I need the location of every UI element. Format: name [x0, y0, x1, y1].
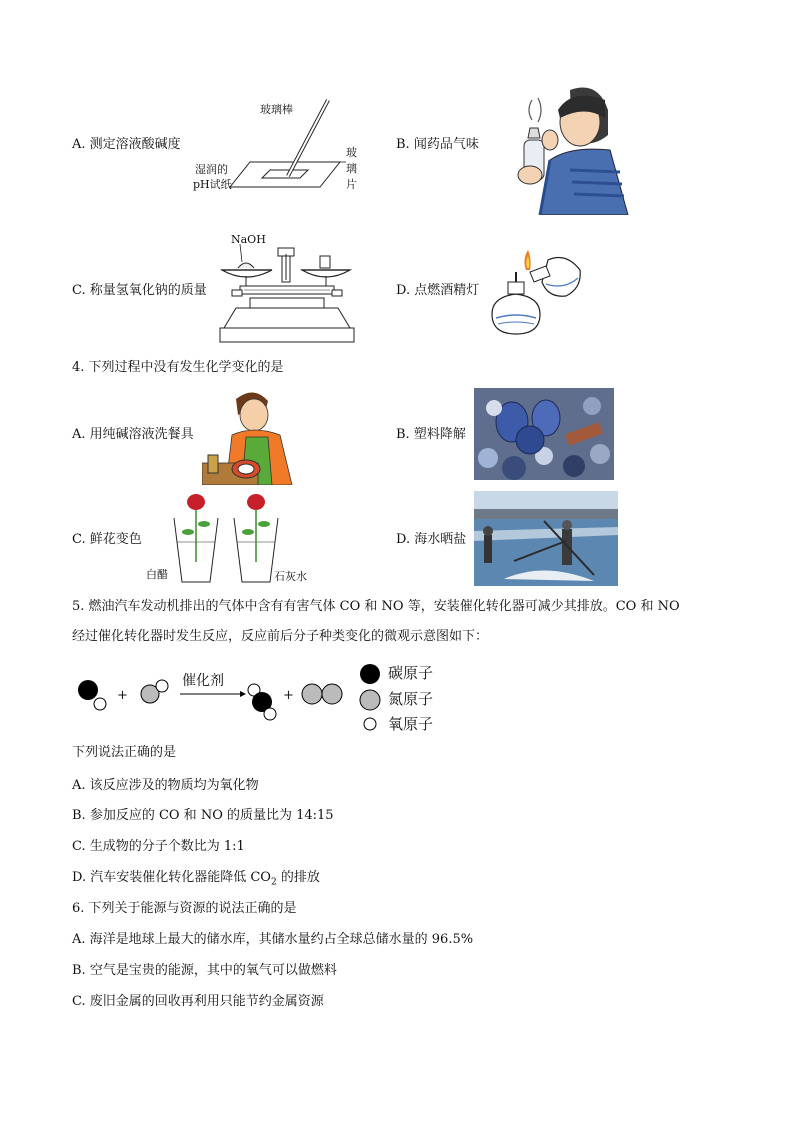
q6-option-b: B. 空气是宝贵的能源，其中的氧气可以做燃料	[72, 963, 337, 978]
label-ph-paper-2: pH试纸	[193, 178, 232, 191]
label-glass-rod: 玻璃棒	[260, 103, 293, 116]
q5-option-a: A. 该反应涉及的物质均为氧化物	[72, 778, 259, 793]
q3-option-a: A. 测定溶液酸碱度	[72, 137, 181, 152]
sea-salt-photo	[474, 491, 618, 586]
q5-question: 下列说法正确的是	[72, 745, 177, 760]
label-glass-plate-2: 璃	[346, 162, 357, 175]
legend-oxygen: 氧原子	[388, 715, 434, 733]
q5-option-d-subscript: 2	[270, 877, 277, 888]
q3-option-b: B. 闻药品气味	[396, 137, 479, 152]
washing-dishes-figure	[202, 385, 298, 485]
label-ph-paper-1: 湿润的	[195, 163, 228, 176]
legend-nitrogen-swatch	[360, 690, 380, 710]
co-carbon-atom	[78, 680, 98, 700]
balance-figure	[216, 232, 358, 346]
label-limewater: 石灰水	[274, 570, 307, 583]
q4-option-c: C. 鲜花变色	[72, 532, 142, 547]
plus-sign-1: +	[117, 688, 128, 703]
atom-legend	[358, 662, 382, 734]
label-glass-plate-1: 玻	[346, 146, 357, 159]
q6-stem: 6. 下列关于能源与资源的说法正确的是	[72, 901, 297, 916]
q5-option-d-text: D. 汽车安装催化转化器能降低 CO	[72, 870, 271, 885]
q4-option-d: D. 海水晒盐	[396, 532, 467, 547]
q3-option-c: C. 称量氢氧化钠的质量	[72, 283, 207, 298]
co-oxygen-atom	[94, 698, 106, 710]
catalyst-label: 催化剂	[182, 673, 224, 689]
smell-chemical-figure	[510, 80, 630, 215]
label-naoh: NaOH	[231, 233, 266, 246]
no-oxygen-atom	[156, 680, 168, 692]
n2-nitrogen-atom-1	[302, 684, 322, 704]
legend-nitrogen: 氮原子	[388, 690, 434, 708]
legend-carbon-swatch	[360, 664, 380, 684]
legend-oxygen-swatch	[364, 718, 376, 730]
q5-option-d-tail: 的排放	[276, 870, 320, 885]
plastic-degradation-photo	[474, 388, 614, 480]
q4-option-b: B. 塑料降解	[396, 427, 466, 442]
q6-option-a: A. 海洋是地球上最大的储水库，其储水量约占全球总储水量的 96.5%	[72, 932, 474, 947]
q6-option-c: C. 废旧金属的回收再利用只能节约金属资源	[72, 994, 324, 1009]
q4-stem: 4. 下列过程中没有发生化学变化的是	[72, 360, 284, 375]
q5-stem-line2: 经过催化转化器时发生反应，反应前后分子种类变化的微观示意图如下：	[72, 629, 489, 644]
label-glass-plate-3: 片	[346, 178, 357, 191]
q4-option-a: A. 用纯碱溶液洗餐具	[72, 427, 194, 442]
q5-option-d	[72, 870, 320, 891]
co2-oxygen-atom-2	[264, 708, 276, 720]
legend-carbon: 碳原子	[388, 664, 434, 682]
alcohol-lamp-figure	[486, 242, 586, 337]
q5-stem-line1: 5. 燃油汽车发动机排出的气体中含有有害气体 CO 和 NO 等，安装催化转化器可减少其排放。CO 和 NO	[72, 599, 680, 614]
n2-nitrogen-atom-2	[322, 684, 342, 704]
q5-option-c: C. 生成物的分子个数比为 1:1	[72, 839, 245, 854]
label-vinegar: 白醋	[146, 568, 168, 581]
q3-option-d: D. 点燃酒精灯	[396, 283, 480, 298]
q5-option-b: B. 参加反应的 CO 和 NO 的质量比为 14:15	[72, 808, 334, 823]
plus-sign-2: +	[283, 688, 294, 703]
